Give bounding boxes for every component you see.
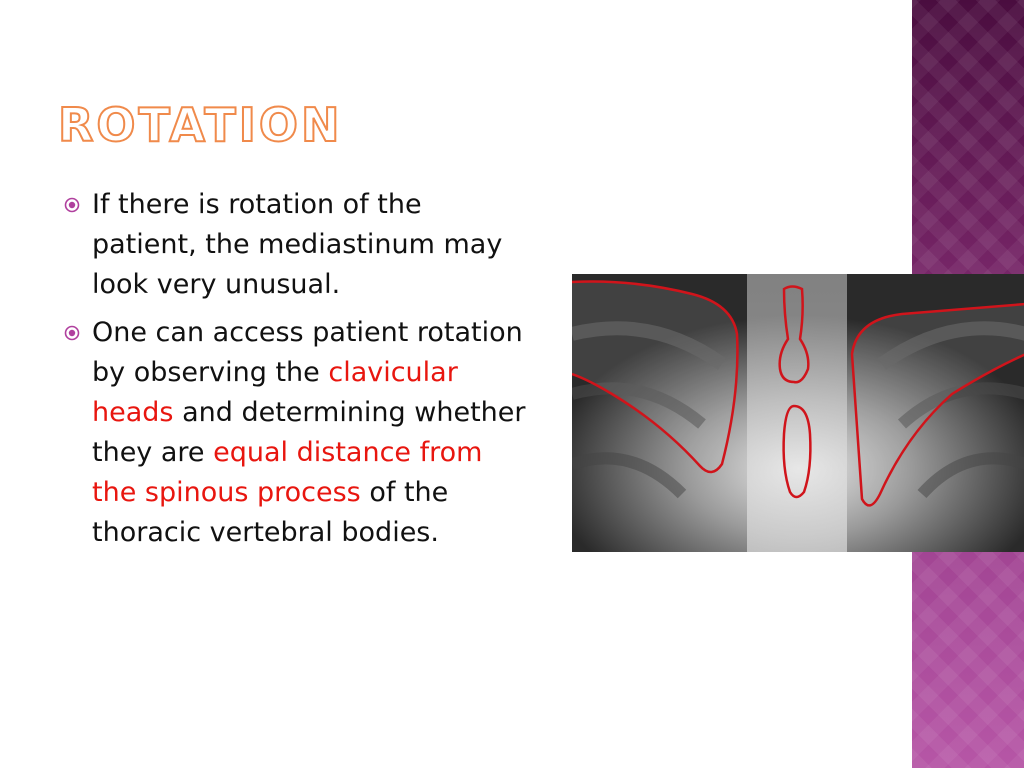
bullet-text-part: of the thoracic vertebral bodies. bbox=[92, 477, 449, 548]
bullet-target-icon bbox=[64, 197, 80, 213]
bullet-text-part: and determining whether they are bbox=[92, 397, 526, 468]
bullet-item-2 bbox=[62, 313, 532, 553]
bullet-text-part: One can access patient rotation by observing the bbox=[92, 317, 523, 388]
bullet-item-1 bbox=[62, 185, 532, 305]
bullet-target-icon bbox=[64, 325, 80, 341]
bullet-text: If there is rotation of the patient, the mediastinum may look very unusual. bbox=[92, 189, 503, 300]
xray-image-icon bbox=[572, 274, 1024, 552]
chest-xray-image bbox=[572, 274, 1024, 552]
highlight-clavicular-heads: clavicular heads bbox=[92, 357, 458, 428]
slide-title: ROTATION bbox=[58, 98, 343, 152]
highlight-equal-distance: equal distance from the spinous process bbox=[92, 437, 483, 508]
bullet-list bbox=[62, 185, 532, 561]
